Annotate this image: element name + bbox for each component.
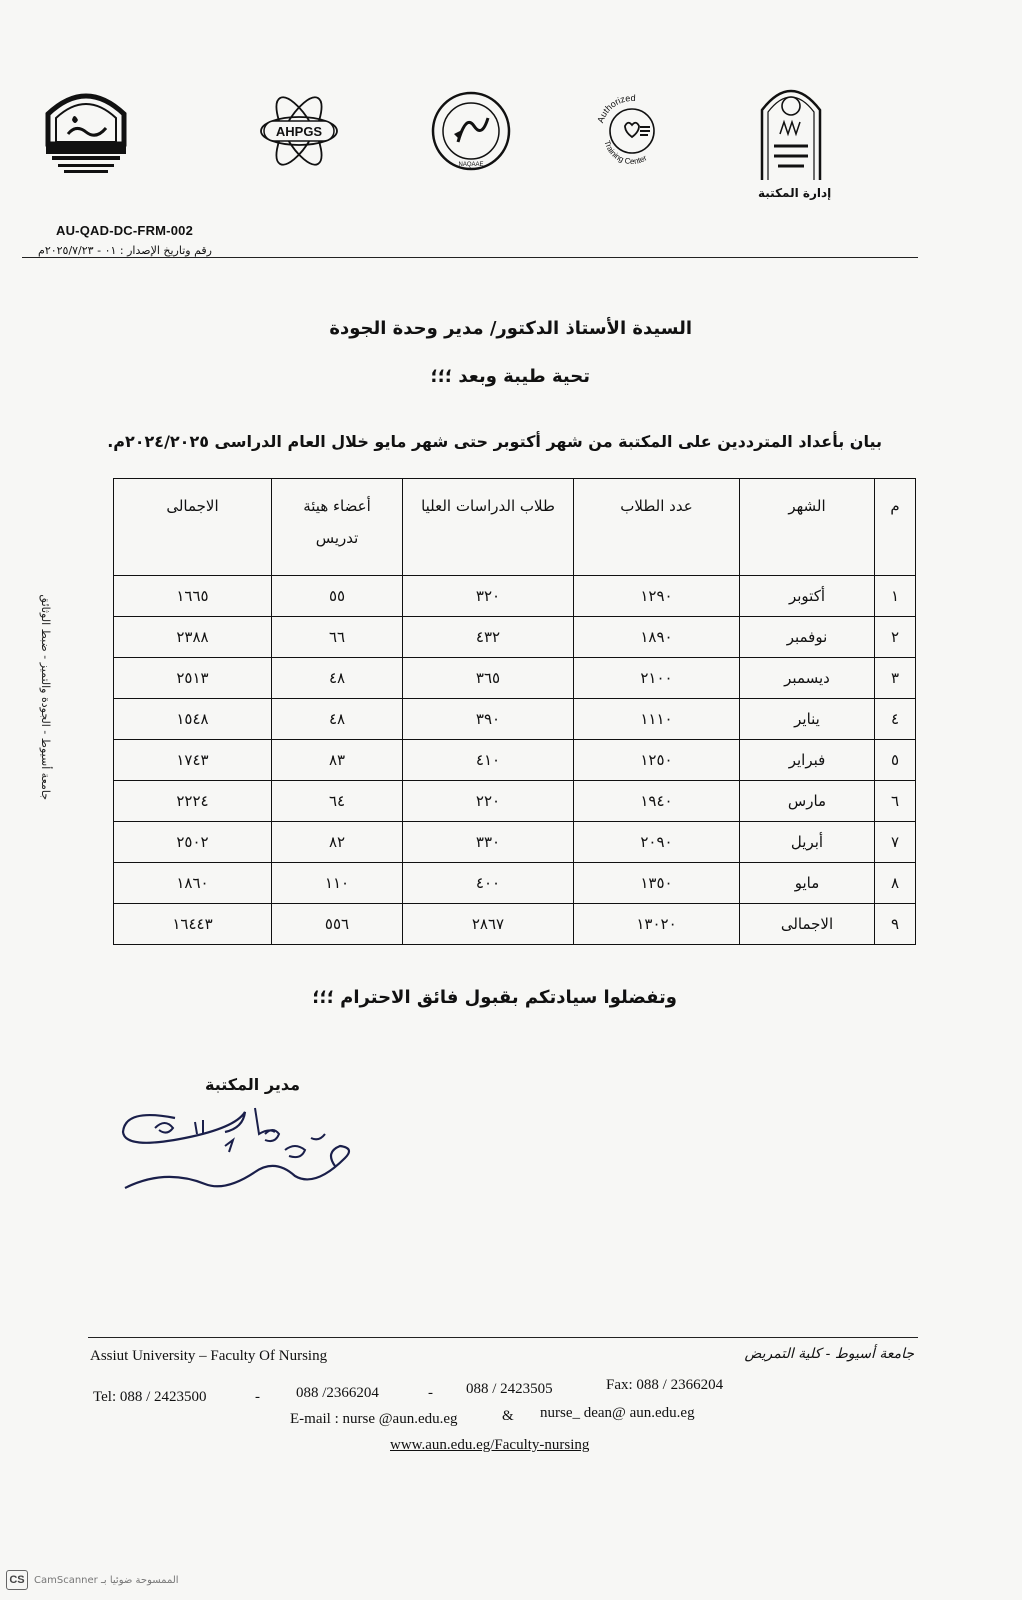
aha-training-center-logo-icon [592,88,672,174]
cell-faculty: ٦٦ [272,617,403,658]
cell-postgrad: ٤١٠ [403,740,574,781]
cell-postgrad: ٣٢٠ [403,576,574,617]
addressee: السيدة الأستاذ الدكتور/ مدير وحدة الجودة [329,318,692,339]
cell-postgrad: ٢٢٠ [403,781,574,822]
cell-month: فبراير [740,740,875,781]
table-row [114,822,916,863]
cell-faculty: ٦٤ [272,781,403,822]
footer-divider [88,1337,918,1338]
cell-month: ديسمبر [740,658,875,699]
cell-students: ١٣٠٢٠ [574,904,740,945]
cell-index: ٤ [875,699,916,740]
cell-faculty: ٤٨ [272,699,403,740]
cell-month: أبريل [740,822,875,863]
cell-students: ١٨٩٠ [574,617,740,658]
nursing-faculty-logo-icon [42,84,130,180]
greeting: تحية طيبة وبعد ؛؛؛ [430,366,590,387]
table-row [114,740,916,781]
cell-postgrad: ٤٣٢ [403,617,574,658]
cell-month: مايو [740,863,875,904]
cell-total: ١٥٤٨ [114,699,272,740]
assiut-university-logo-icon [756,76,826,184]
camscanner-watermark [6,1570,179,1590]
svg-text:Authorized: Authorized [595,92,636,125]
cell-postgrad: ٣٦٥ [403,658,574,699]
cell-index: ١ [875,576,916,617]
table-row [114,576,916,617]
cell-index: ٩ [875,904,916,945]
footer-university-ar: جامعة أسيوط - كلية التمريض [744,1346,914,1362]
closing-line: وتفضلوا سيادتكم بقبول فائق الاحترام ؛؛؛ [312,987,677,1008]
cell-postgrad: ٣٩٠ [403,699,574,740]
footer-fax: Fax: 088 / 2366204 [606,1377,724,1393]
header-faculty [272,479,403,576]
table-row [114,658,916,699]
cell-students: ١٢٥٠ [574,740,740,781]
svg-text:Training Center: Training Center [602,139,649,167]
cell-total: ٢٥٠٢ [114,822,272,863]
camscanner-label: CamScanner الممسوحة ضوئيا بـ [34,1574,179,1586]
cell-students: ١١١٠ [574,699,740,740]
table-row-total [114,904,916,945]
footer-email-2[interactable]: nurse_ dean@ aun.edu.eg [540,1405,695,1421]
cell-total: ١٦٤٤٣ [114,904,272,945]
cell-total: ١٧٤٣ [114,740,272,781]
cell-index: ٢ [875,617,916,658]
cell-index: ٦ [875,781,916,822]
cell-faculty: ٨٢ [272,822,403,863]
cell-faculty: ٤٨ [272,658,403,699]
cell-total: ٢٥١٣ [114,658,272,699]
statement: بيان بأعداد المترددين على المكتبة من شهر أكتوبر حتى شهر مايو خلال العام الدراسى ٢٠٢٤/٢٠٢٥م. [107,432,882,451]
header-index: م [875,479,916,576]
cell-students: ٢١٠٠ [574,658,740,699]
header-total: الاجمالى [114,479,272,576]
header-month: الشهر [740,479,875,576]
cell-students: ٢٠٩٠ [574,822,740,863]
cell-total: ١٦٦٥ [114,576,272,617]
cell-faculty: ١١٠ [272,863,403,904]
cell-faculty: ٥٥٦ [272,904,403,945]
signatory-title: مدير المكتبة [205,1075,300,1094]
footer-ampersand: & [502,1408,514,1424]
naqaae-logo-icon [430,90,512,172]
cell-postgrad: ٢٨٦٧ [403,904,574,945]
header-faculty-line2: تدريس [315,529,359,547]
header-faculty-line1: أعضاء هيئة [303,497,371,515]
svg-text:AHPGS: AHPGS [275,124,323,139]
cell-students: ١٩٤٠ [574,781,740,822]
cell-index: ٧ [875,822,916,863]
cell-index: ٣ [875,658,916,699]
footer-website-link[interactable]: www.aun.edu.eg/Faculty-nursing [390,1437,590,1453]
footer-phone-3: 088 / 2423505 [466,1381,553,1397]
footer-university-en: Assiut University – Faculty Of Nursing [90,1348,328,1364]
form-code: AU-QAD-DC-FRM-002 [56,223,194,238]
library-admin-label: إدارة المكتبة [758,186,832,200]
table-row [114,781,916,822]
footer-email-1[interactable]: E-mail : nurse @aun.edu.eg [290,1411,458,1427]
cell-faculty: ٥٥ [272,576,403,617]
footer-tel: Tel: 088 / 2423500 [93,1389,207,1405]
table-header-row [114,479,916,576]
cell-month: أكتوبر [740,576,875,617]
footer-separator: - [428,1385,433,1401]
header-divider [22,257,918,258]
issue-info: رقم وتاريخ الإصدار : ٠١ - ٢٠٢٥/٧/٢٣م [38,244,212,257]
cell-students: ١٢٩٠ [574,576,740,617]
footer-separator: - [255,1389,260,1405]
cell-index: ٥ [875,740,916,781]
header-postgrad: طلاب الدراسات العليا [403,479,574,576]
table-row [114,617,916,658]
cell-month: نوفمبر [740,617,875,658]
svg-text:NAQAAE: NAQAAE [458,162,484,168]
cell-month: الاجمالى [740,904,875,945]
visitors-table [113,478,916,945]
cell-postgrad: ٤٠٠ [403,863,574,904]
table-row [114,699,916,740]
cell-month: مارس [740,781,875,822]
header-students: عدد الطلاب [574,479,740,576]
footer-phone-2: 088 /2366204 [296,1385,379,1401]
cell-students: ١٣٥٠ [574,863,740,904]
side-vertical-text: جامعة أسيوط - الجودة والتميز - ضبط الوثائق [39,594,52,800]
cell-postgrad: ٣٣٠ [403,822,574,863]
handwritten-signature [115,1088,365,1207]
cell-index: ٨ [875,863,916,904]
cell-month: يناير [740,699,875,740]
table-row [114,863,916,904]
cell-faculty: ٨٣ [272,740,403,781]
ahpgs-logo-icon [258,88,340,174]
cell-total: ٢٢٢٤ [114,781,272,822]
cell-total: ١٨٦٠ [114,863,272,904]
cell-total: ٢٣٨٨ [114,617,272,658]
camscanner-logo-icon: CS [6,1570,28,1590]
